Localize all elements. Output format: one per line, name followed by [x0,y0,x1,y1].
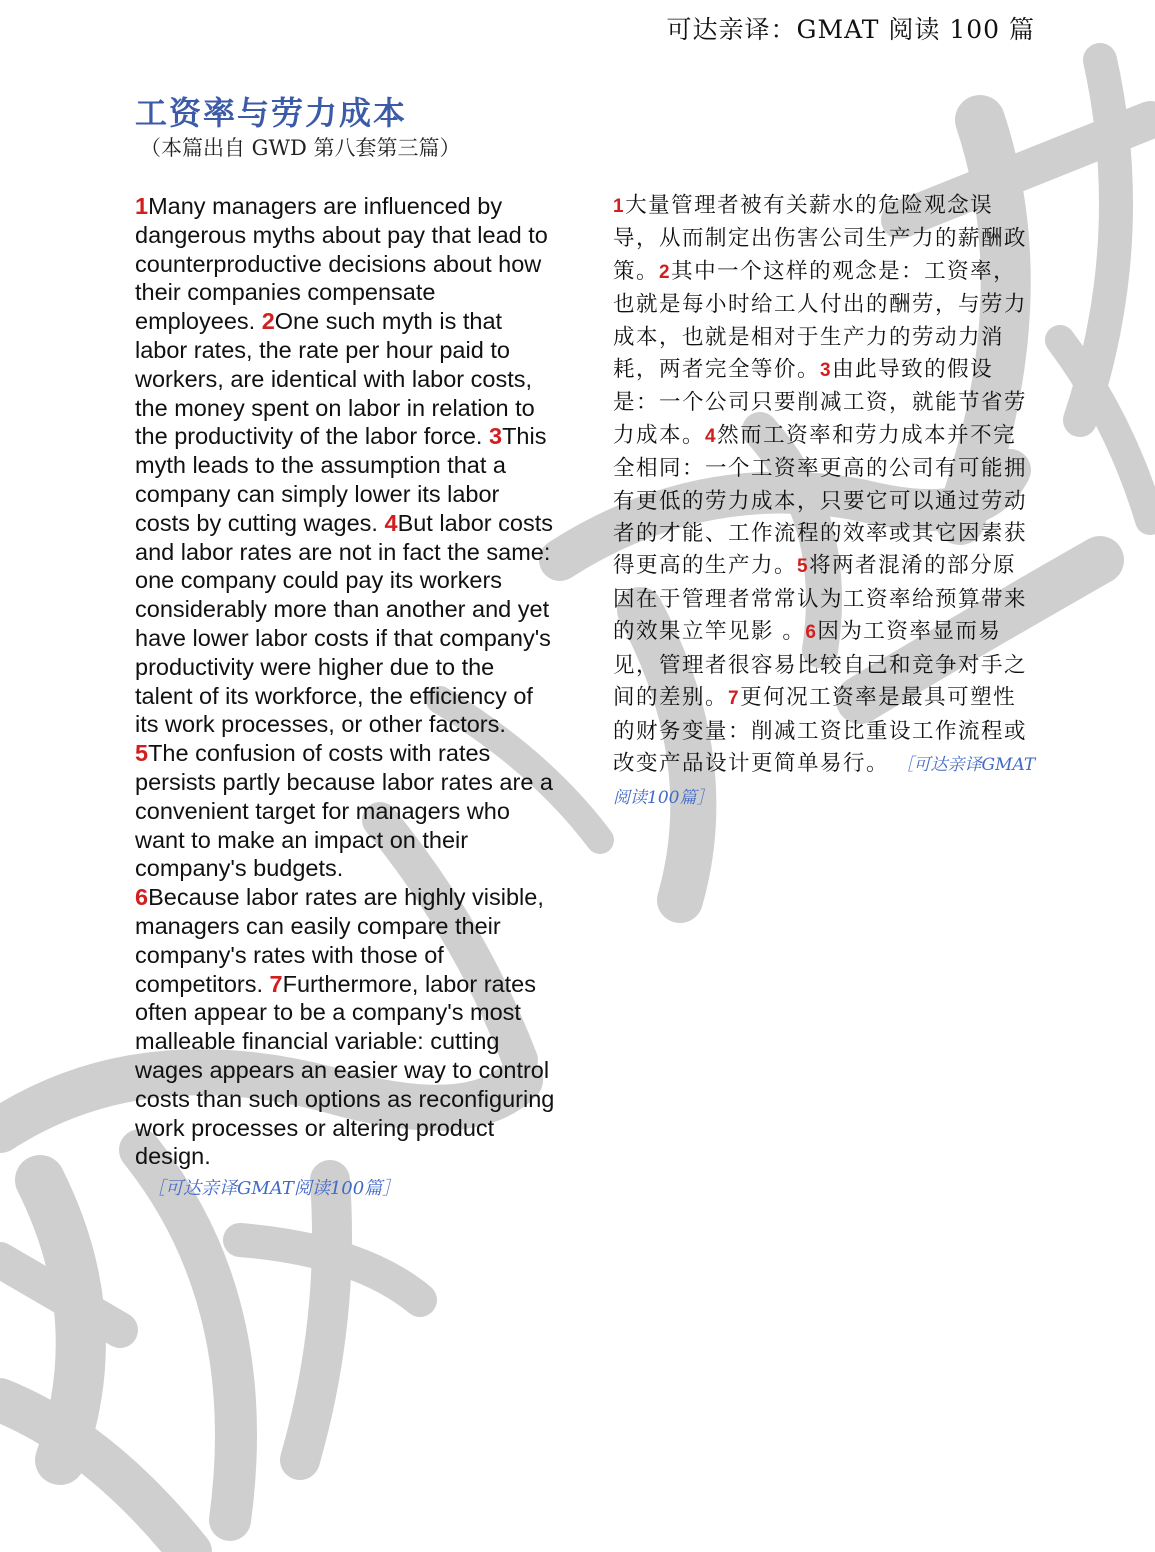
page-title: 工资率与劳力成本 [135,94,408,132]
english-sentence: But labor costs and labor rates are not in fact the same: one company could pay its workers considerably more than another and yet have lower labor costs if that company's productivity were higher due to the talent of its workforce, the efficiency of its work processes, or other factors. [135,509,553,738]
chinese-sentence: 大量管理者被有关薪水的危险观念误导，从而制定出伤害公司生产力的薪酬政策。 [613,193,1028,284]
page-header: 可达亲译：GMAT 阅读 100 篇 [666,15,1035,44]
sentence-number: 2 [261,308,275,335]
sentence-number: 4 [384,509,398,536]
sentence-number: 2 [659,261,672,283]
sentence-number: 6 [135,884,149,911]
sentence-number: 7 [728,688,741,710]
english-sentence: This myth leads to the assumption that a company can simply lower its labor costs by cutting wages. [135,423,547,536]
sentence-number: 4 [705,425,718,447]
source-tag: ［可达亲译GMAT阅读100篇］ [147,1178,401,1200]
chinese-sentence: 由此导致的假设是：一个公司只要削减工资，就能节省劳力成本。 [613,357,1028,448]
english-sentence: Furthermore, labor rates often appear to be a company's most malleable financial variable: cutting wages appears an easier way to control costs than such options as reconfiguring work processes or altering product design. [135,970,555,1170]
page-subtitle: （本篇出自 GWD 第八套第三篇） [140,136,461,160]
english-sentence: One such myth is that labor rates, the rate per hour paid to workers, are identical with labor costs, the money spent on labor in relation to the productivity of the labor force. [135,308,535,450]
chinese-sentence: 因为工资率显而易见，管理者很容易比较自己和竞争对手之间的差别。 [613,619,1028,711]
source-tag: ［可达亲译GMAT阅读100篇］ [613,754,1036,809]
chinese-sentence: 然而工资率和劳力成本并不完全相同：一个工资率更高的公司有可能拥有更低的劳力成本，只要它可以通过劳动者的才能、工作流程的效率或其它因素获得更高的生产力。 [613,422,1028,579]
chinese-sentence: 将两者混淆的部分原因在于管理者常常认为工资率给预算带来的效果立竿见影 。 [613,553,1028,645]
sentence-number: 1 [613,196,626,217]
sentence-number: 7 [269,970,283,997]
sentence-number: 6 [805,622,818,644]
english-sentence: The confusion of costs with rates persists partly because labor rates are a convenient target for managers who want to make an impact on their company's budgets. [135,740,553,882]
english-passage [135,192,555,1204]
english-sentence: Many managers are influenced by dangerous myths about pay that lead to counterproductive decisions about how their companies compensate employees. [135,193,548,335]
sentence-number: 3 [820,360,833,382]
sentence-number: 1 [135,193,149,219]
chinese-sentence: 更何况工资率是最具可塑性的财务变量：削减工资比重设工作流程或改变产品设计更简单易行。 [613,685,1028,776]
english-sentence: Because labor rates are highly visible, managers can easily compare their company's rates with those of competitors. [135,884,544,997]
sentence-number: 3 [489,423,503,450]
chinese-translation [613,190,1038,815]
sentence-number: 5 [797,556,810,578]
chinese-sentence: 其中一个这样的观念是：工资率，也就是每小时给工人付出的酬劳，与劳力成本，也就是相对于生产力的劳动力消耗，两者完全等价。 [613,258,1028,383]
sentence-number: 5 [135,740,149,767]
